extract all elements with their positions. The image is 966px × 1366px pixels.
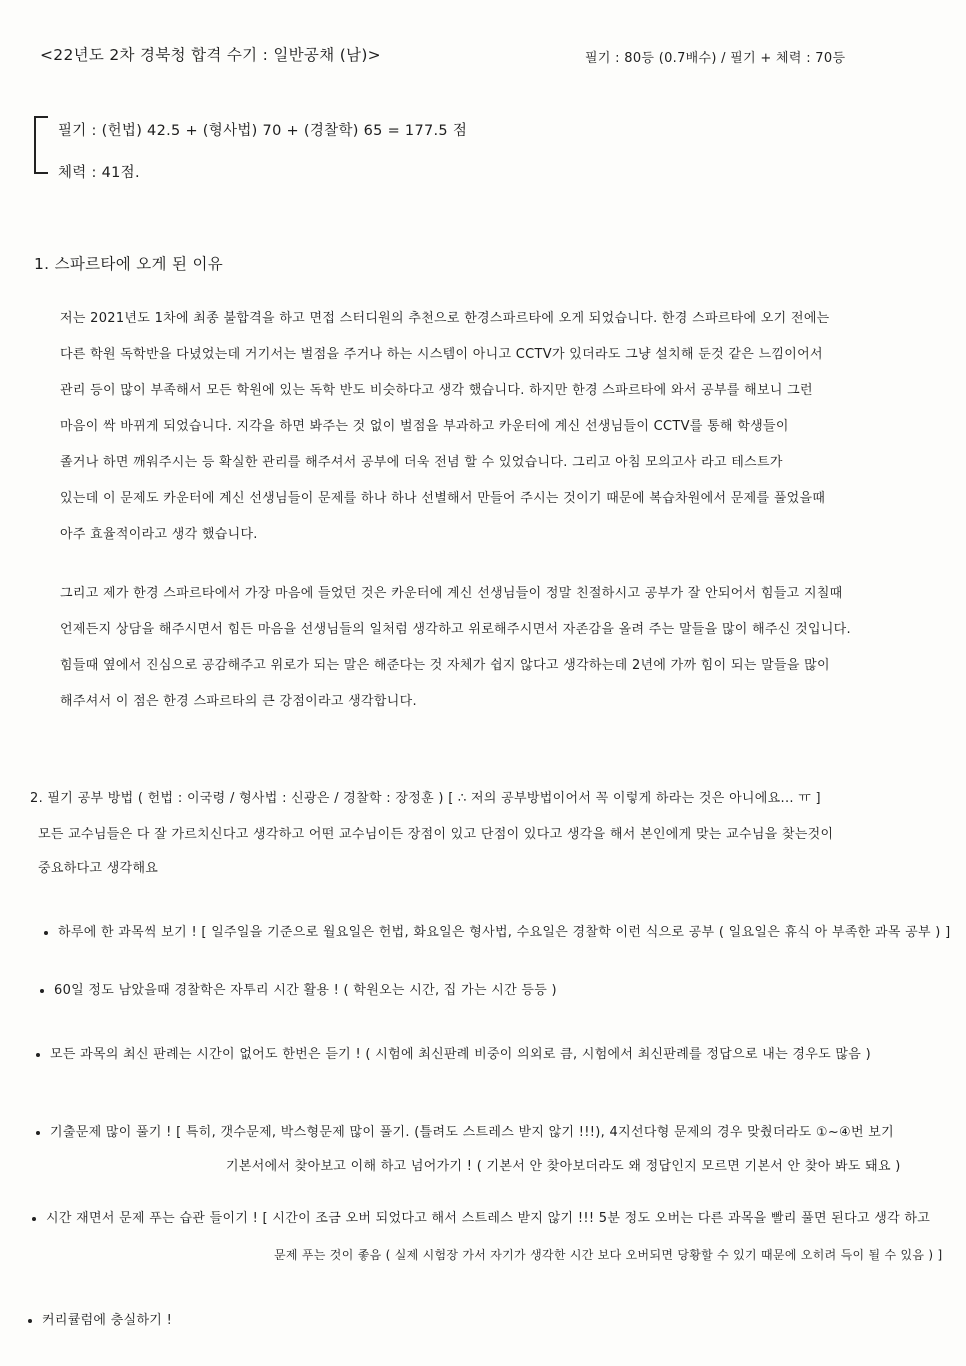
written-score: 필기 : (헌법) 42.5 + (형사법) 70 + (경찰학) 65 = 177.5 점 — [58, 123, 468, 139]
document-title: <22년도 2차 경북청 합격 수기 : 일반공채 (남)> — [40, 46, 381, 64]
bullet-dot-icon — [36, 1053, 40, 1057]
study-tip-text: 기출문제 많이 풀기 ! [ 특히, 갯수문제, 박스형문제 많이 풀기. (틀려도 스트레스 받지 않기 !!!), 4지선다형 문제의 경우 맞췄더라도 ①~④번 보기 — [50, 1125, 894, 1140]
section1-line: 졸거나 하면 깨워주시는 등 확실한 관리를 해주셔서 공부에 더욱 전념 할 수 있었습니다. 그리고 아침 모의고사 라고 테스트가 — [60, 455, 783, 470]
section1-line: 해주셔서 이 점은 한경 스파르타의 큰 강점이라고 생각합니다. — [60, 694, 417, 709]
section1-line: 관리 등이 많이 부족해서 모든 학원에 있는 독학 반도 비슷하다고 생각 했습니다. 하지만 한경 스파르타에 와서 공부를 해보니 그런 — [60, 383, 813, 398]
study-tip-text: 커리큘럼에 충실하기 ! — [42, 1313, 173, 1328]
section2-intro-line: 중요하다고 생각해요 — [38, 861, 159, 876]
bullet-dot-icon — [36, 1131, 40, 1135]
study-tip-bullet — [32, 1210, 930, 1228]
study-tip-bullet — [28, 1312, 172, 1330]
study-tip-bullet — [36, 1124, 894, 1142]
section1-line: 마음이 싹 바뀌게 되었습니다. 지각을 하면 봐주는 것 없이 벌점을 부과하고 카운터에 계신 선생님들이 CCTV를 통해 학생들이 — [60, 419, 789, 434]
section1-line: 언제든지 상담을 해주시면서 힘든 마음을 선생님들의 일처럼 생각하고 위로해주시면서 자존감을 올려 주는 말들을 많이 해주신 것입니다. — [60, 622, 851, 637]
section1-heading: 1. 스파르타에 오게 된 이유 — [34, 255, 224, 273]
bullet-dot-icon — [40, 989, 44, 993]
study-tip-continuation: 기본서에서 찾아보고 이해 하고 넘어가기 ! ( 기본서 안 찾아보더라도 왜 정답인지 모르면 기본서 안 찾아 봐도 돼요 ) — [226, 1159, 901, 1174]
section1-line: 있는데 이 문제도 카운터에 계신 선생님들이 문제를 하나 하나 선별해서 만들어 주시는 것이기 때문에 복습차원에서 문제를 풀었을때 — [60, 491, 826, 506]
section1-line: 힘들때 옆에서 진심으로 공감해주고 위로가 되는 말은 해준다는 것 자체가 쉽지 않다고 생각하는데 2년에 가까 힘이 되는 말들을 많이 — [60, 658, 830, 673]
section2-intro-line: 모든 교수님들은 다 잘 가르치신다고 생각하고 어떤 교수님이든 장점이 있고 단점이 있다고 생각을 해서 본인에게 맞는 교수님을 찾는것이 — [38, 827, 834, 842]
study-tip-text: 60일 정도 남았을때 경찰학은 자투리 시간 활용 ! ( 학원오는 시간, 집 가는 시간 등등 ) — [54, 983, 557, 998]
study-tip-text: 하루에 한 과목씩 보기 ! [ 일주일을 기준으로 월요일은 헌법, 화요일은 형사법, 수요일은 경찰학 이런 식으로 공부 ( 일요일은 휴식 아 부족한 과목 공부 ) ] — [58, 925, 951, 940]
study-tip-text: 모든 과목의 최신 판례는 시간이 없어도 한번은 듣기 ! ( 시험에 최신판례 비중이 의외로 큼, 시험에서 최신판례를 정답으로 내는 경우도 많음 ) — [50, 1047, 871, 1062]
section1-line: 저는 2021년도 1차에 최종 불합격을 하고 면접 스터디원의 추천으로 한경스파르타에 오게 되었습니다. 한경 스파르타에 오기 전에는 — [60, 311, 830, 326]
bullet-dot-icon — [44, 931, 48, 935]
physical-score: 체력 : 41점. — [58, 165, 140, 181]
bullet-dot-icon — [32, 1217, 36, 1221]
section1-line: 그리고 제가 한경 스파르타에서 가장 마음에 들었던 것은 카운터에 계신 선생님들이 정말 친절하시고 공부가 잘 안되어서 힘들고 지칠때 — [60, 586, 843, 601]
section1-line: 다른 학원 독학반을 다녔었는데 거기서는 벌점을 주거나 하는 시스템이 아니고 CCTV가 있더라도 그냥 설치해 둔것 같은 느낌이어서 — [60, 347, 823, 362]
study-tip-bullet — [40, 982, 557, 1000]
study-tip-bullet — [44, 924, 950, 942]
study-tip-text: 시간 재면서 문제 푸는 습관 들이기 ! [ 시간이 조금 오버 되었다고 해서 스트레스 받지 않기 !!! 5분 정도 오버는 다른 과목을 빨리 풀면 된다고 생각 하고 — [46, 1211, 931, 1226]
bullet-dot-icon — [28, 1319, 32, 1323]
study-tip-bullet — [36, 1046, 871, 1064]
cutoff-info: 필기 : 80등 (0.7배수) / 필기 + 체력 : 70등 — [585, 51, 846, 66]
study-tip-continuation: 문제 푸는 것이 좋음 ( 실제 시험장 가서 자기가 생각한 시간 보다 오버되면 당황할 수 있기 때문에 오히려 득이 될 수 있음 ) ] — [274, 1248, 943, 1262]
section1-line: 아주 효율적이라고 생각 했습니다. — [60, 527, 258, 542]
section2-heading: 2. 필기 공부 방법 ( 헌법 : 이국령 / 형사법 : 신광은 / 경찰학 : 장정훈 ) [ ∴ 저의 공부방법이어서 꼭 이렇게 하라는 것은 아니에요... ㅠ ] — [30, 791, 821, 806]
score-bracket — [34, 116, 48, 174]
